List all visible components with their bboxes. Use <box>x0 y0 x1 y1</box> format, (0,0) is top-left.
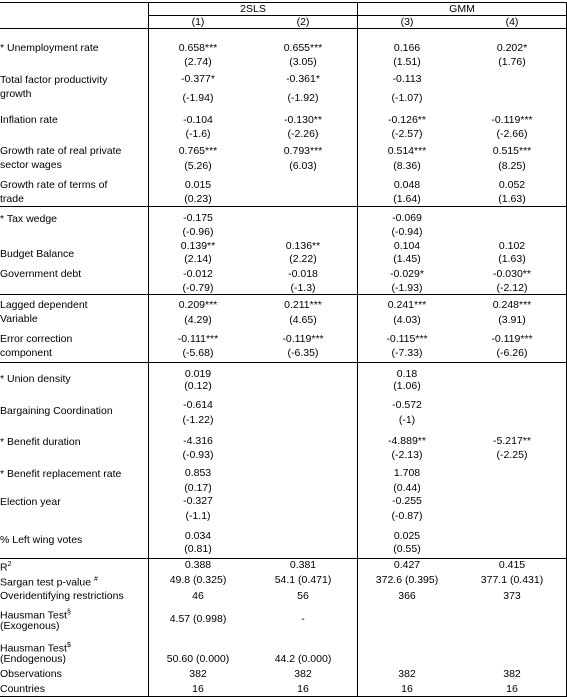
coefficient: 0.015 <box>184 179 212 191</box>
t-statistic: (-0.94) <box>391 226 423 238</box>
row-label: Error correction <box>0 333 73 345</box>
t-statistic: (1.06) <box>393 380 421 392</box>
t-statistic: (-0.79) <box>182 282 214 294</box>
coefficient: -0.119*** <box>282 333 324 345</box>
coefficient: -0.572 <box>392 399 422 411</box>
t-statistic: (4.03) <box>393 314 421 326</box>
block-rule-2 <box>0 294 567 295</box>
coefficient: -5.217** <box>493 435 531 447</box>
t-statistic: (-1.22) <box>182 414 214 426</box>
stat-value: 16 <box>192 683 204 695</box>
stat-value: 16 <box>506 683 518 695</box>
t-statistic: (1.51) <box>393 56 421 68</box>
coefficient: -0.111*** <box>177 333 219 345</box>
coefficient: -0.115*** <box>386 333 428 345</box>
row-label: * Tax wedge <box>0 213 58 225</box>
stat-label: $R^2$ <box>0 561 12 574</box>
col-header-2: (2) <box>296 16 310 28</box>
coefficient: 0.241*** <box>387 299 427 311</box>
coefficient: -0.614 <box>183 399 213 411</box>
t-statistic: (0.23) <box>184 193 212 205</box>
t-statistic: (-1.1) <box>185 510 211 522</box>
t-statistic: (-7.33) <box>391 347 423 359</box>
row-label: growth <box>0 88 32 100</box>
coefficient: 0.248*** <box>492 299 532 311</box>
t-statistic: (5.26) <box>184 160 212 172</box>
coefficient: -0.069 <box>392 212 422 224</box>
coefficient: 0.658*** <box>178 42 218 54</box>
row-label: * Benefit replacement rate <box>0 468 122 480</box>
col-header-3: (3) <box>400 16 414 28</box>
stat-label: Countries <box>0 683 45 695</box>
coefficient: 0.136** <box>285 240 321 252</box>
row-label: * Unemployment rate <box>0 42 99 54</box>
coefficient: 0.166 <box>393 42 421 54</box>
coefficient: -0.126** <box>388 114 426 126</box>
stat-value: 49.8 (0.325) <box>169 574 227 586</box>
stat-label: (Endogenous) <box>0 653 66 665</box>
coefficient: -0.113 <box>392 73 422 85</box>
t-statistic: (-1) <box>398 414 416 426</box>
coefficient: 0.202* <box>496 42 528 54</box>
row-label: Government debt <box>0 268 82 280</box>
coefficient: -4.316 <box>183 435 213 447</box>
stat-value: 382 <box>398 668 416 680</box>
coefficient: 0.515*** <box>492 145 532 157</box>
t-statistic: (-0.93) <box>182 449 214 461</box>
stat-value: 372.6 (0.395) <box>375 574 439 586</box>
coefficient: 0.102 <box>498 240 526 252</box>
t-statistic: (-0.87) <box>391 510 423 522</box>
t-statistic: (-1.3) <box>290 282 316 294</box>
t-statistic: (-2.13) <box>391 449 423 461</box>
coefficient: 0.019 <box>184 368 212 380</box>
stat-value: - <box>301 613 305 625</box>
coefficient: 0.048 <box>393 179 421 191</box>
coefficient: 0.655*** <box>283 42 323 54</box>
group-header-2sls: 2SLS <box>240 3 266 15</box>
footnote-marker: 2 <box>7 561 12 568</box>
stat-value: 50.60 (0.000) <box>166 653 230 665</box>
footnote-marker: § <box>66 609 71 616</box>
stat-value: 46 <box>192 590 204 602</box>
t-statistic: (2.14) <box>184 253 212 265</box>
coefficient: 0.18 <box>396 368 418 380</box>
stat-value: 373 <box>503 590 521 602</box>
stat-label: Overidentifying restrictions <box>0 590 124 602</box>
coefficient: 1.708 <box>393 467 421 479</box>
t-statistic: (3.91) <box>498 314 526 326</box>
t-statistic: (1.63) <box>498 193 526 205</box>
coefficient: -0.012 <box>183 268 213 280</box>
stat-label: Hausman Test$ <box>0 642 71 655</box>
coefficient: -0.030** <box>493 268 531 280</box>
coefficient: 0.139** <box>180 240 216 252</box>
t-statistic: (0.12) <box>184 380 212 392</box>
row-label: sector wages <box>0 159 62 171</box>
t-statistic: (1.63) <box>498 253 526 265</box>
t-statistic: (-1.6) <box>185 128 211 140</box>
t-statistic: (-0.96) <box>182 226 214 238</box>
coefficient: -0.361* <box>286 73 320 85</box>
footnote-marker: $ <box>66 642 71 649</box>
t-statistic: (3.05) <box>289 56 317 68</box>
stat-label: Hausman Test§ <box>0 609 71 622</box>
coefficient: 0.765*** <box>178 145 218 157</box>
t-statistic: (-6.35) <box>287 347 319 359</box>
stat-label: Observations <box>0 668 62 680</box>
coefficient: 0.052 <box>498 179 526 191</box>
row-label: * Benefit duration <box>0 436 81 448</box>
row-label: trade <box>0 193 24 205</box>
stat-value: 0.388 <box>184 559 212 571</box>
coefficient: -0.104 <box>183 114 213 126</box>
coefficient: 0.211*** <box>284 299 322 311</box>
t-statistic: (1.76) <box>498 56 526 68</box>
stat-value: 377.1 (0.431) <box>480 574 544 586</box>
t-statistic: (0.17) <box>184 482 212 494</box>
row-label: % Left wing votes <box>0 534 83 546</box>
t-statistic: (2.22) <box>289 253 317 265</box>
stat-label: (Exogenous) <box>0 620 60 632</box>
coefficient: 0.853 <box>184 467 212 479</box>
coefficient: -4.889** <box>388 435 426 447</box>
stat-value: 54.1 (0.471) <box>274 574 332 586</box>
stat-value: 0.427 <box>393 559 421 571</box>
stat-value: 4.57 (0.998) <box>169 613 227 625</box>
coefficient: 0.034 <box>184 530 212 542</box>
t-statistic: (1.64) <box>393 193 421 205</box>
coefficient: -0.175 <box>183 212 213 224</box>
bottom-rule <box>0 696 567 697</box>
stat-value: 382 <box>503 668 521 680</box>
stat-value: 44.2 (0.000) <box>274 653 332 665</box>
t-statistic: (4.65) <box>289 314 317 326</box>
t-statistic: (6.03) <box>289 160 317 172</box>
row-label: Lagged dependent <box>0 299 88 311</box>
stat-value: 382 <box>189 668 207 680</box>
coefficient: -0.130** <box>284 114 322 126</box>
t-statistic: (-2.12) <box>496 282 528 294</box>
stat-value: 0.381 <box>289 559 317 571</box>
coefficient: -0.119*** <box>491 333 533 345</box>
t-statistic: (-1.07) <box>391 92 423 104</box>
block-rule-3 <box>0 362 567 363</box>
coefficient: -0.119*** <box>491 114 533 126</box>
t-statistic: (2.74) <box>184 56 212 68</box>
col-header-1: (1) <box>191 16 205 28</box>
stat-label: Sargan test p-value # <box>0 576 98 589</box>
t-statistic: (-2.66) <box>496 128 528 140</box>
t-statistic: (0.81) <box>184 543 212 555</box>
row-label: component <box>0 347 52 359</box>
stat-value: 56 <box>297 590 309 602</box>
col-header-4: (4) <box>505 16 519 28</box>
stat-value: 382 <box>294 668 312 680</box>
t-statistic: (0.55) <box>393 543 421 555</box>
row-label: Election year <box>0 496 61 508</box>
coefficient: 0.025 <box>393 530 421 542</box>
row-label: Bargaining Coordination <box>0 405 113 417</box>
t-statistic: (-1.94) <box>182 92 214 104</box>
row-label: Total factor productivity <box>0 74 108 86</box>
t-statistic: (-2.57) <box>391 128 423 140</box>
stat-value: 16 <box>297 683 309 695</box>
coefficient: -0.029* <box>390 268 424 280</box>
header-rule <box>0 28 567 29</box>
t-statistic: (0.44) <box>393 482 421 494</box>
coefficient: -0.255 <box>392 495 422 507</box>
coefficient: 0.514*** <box>387 145 427 157</box>
t-statistic: (-1.92) <box>287 92 319 104</box>
row-label: Budget Balance <box>0 248 75 260</box>
t-statistic: (8.25) <box>498 160 526 172</box>
row-label: Growth rate of real private <box>0 145 122 157</box>
row-label: Inflation rate <box>0 114 58 126</box>
coefficient: -0.327 <box>183 495 213 507</box>
stat-value: 0.415 <box>498 559 526 571</box>
block-rule-1 <box>0 206 567 207</box>
t-statistic: (-2.26) <box>287 128 319 140</box>
coefficient: -0.377* <box>181 73 215 85</box>
t-statistic: (-1.93) <box>391 282 423 294</box>
row-label: Variable <box>0 313 38 325</box>
t-statistic: (-6.26) <box>496 347 528 359</box>
t-statistic: (1.45) <box>393 253 421 265</box>
t-statistic: (-2.25) <box>496 449 528 461</box>
group-header-gmm: GMM <box>449 3 475 15</box>
t-statistic: (4.29) <box>184 314 212 326</box>
coefficient: 0.104 <box>393 240 421 252</box>
t-statistic: (8.36) <box>393 160 421 172</box>
t-statistic: (-5.68) <box>182 347 214 359</box>
coefficient: 0.793*** <box>283 145 323 157</box>
footnote-marker: # <box>93 576 98 583</box>
coefficient: 0.209*** <box>178 299 218 311</box>
row-label: Growth rate of terms of <box>0 179 108 191</box>
coefficient: -0.018 <box>288 268 318 280</box>
row-label: * Union density <box>0 373 71 385</box>
stat-value: 366 <box>398 590 416 602</box>
stat-value: 16 <box>401 683 413 695</box>
